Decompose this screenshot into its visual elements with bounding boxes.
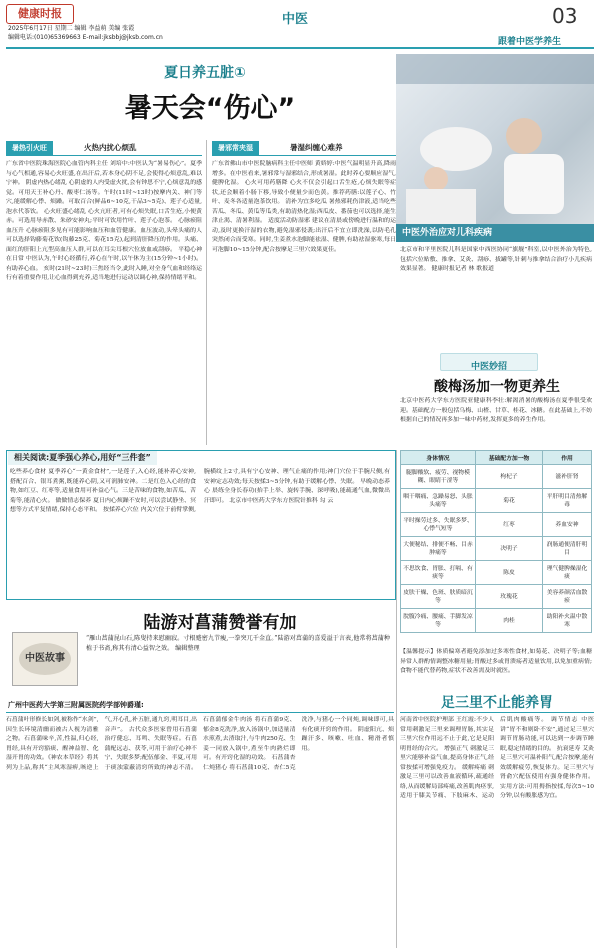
photo-illustration — [396, 54, 594, 224]
table-row — [401, 585, 592, 609]
section-slogan: 跟着中医学养生 — [498, 37, 562, 47]
section-name: 中医 — [282, 12, 309, 27]
table-row — [401, 465, 592, 489]
table-cell: 枸杞子 — [476, 465, 543, 489]
left-subtitle: 火热内扰心烦乱 — [84, 143, 137, 152]
recipe-tip: 【温馨提示】体质偏寒者避免添加过多寒性食材,如菊花、决明子等;血糖异常人群酌情调整冰糖用量;胃酸过多或胃溃疡者适量饮用,以免加重病情;食物不能代替药物,症状不改善需及时就医。 — [400, 649, 592, 674]
table-cell: 养血安神 — [543, 513, 592, 537]
story-intro: “雁山菖蒲昆山石,陈叟持来慰幽寂。寸根蹙密九节瘦,一拳突兀千金直。”陆游对菖蒲的喜爱溢于言表,他常将菖蒲种植于书斋,称其有清心益智之效。 编辑整理 — [86, 635, 390, 652]
table-cell: 平时操劳过多、失眠多梦、心悸气短等 — [401, 513, 476, 537]
recipe-table — [400, 450, 592, 633]
masthead-logo: 健康时报 — [6, 4, 74, 24]
table-header-row — [401, 451, 592, 465]
recipe-tag-label: 中医妙招 — [470, 362, 507, 372]
story-headline: 陆游对菖蒲赞誉有加 — [143, 613, 297, 633]
story-body: 石菖蒲叶形修长如剑,被称作“水剑”,因生长环境清幽而被古人视为清雅之物。石菖蒲味辛,苦,性温,归心经,胃经,具有开窍豁痰、醒神益智、化湿开胃的功效。《神农本草经》将其列为上品,称其“主风寒湿痹,咳逆上气,开心孔,补五脏,通九窍,明耳目,出音声”。 古代众多医家曾用石菖蒲治疗健忘、耳鸣、失眠等症。石菖蒲配远志、茯苓,可用于治疗心神不宁、失眠多梦;配伍郁金、半夏,可用于痰浊蒙蔽清窍所致的神志不清。 石菖蒲郁金牛肉汤 将石菖蒲9克、郁金8克洗净,放入汤锅中,加适量清水煎煮,去渣取汁,与牛肉250克、生姜一同放入锅中,煮至牛肉熟烂即可。有开窍化湿的功效。 石菖蒲杏仁炖猪心 将石菖蒲10克、杏仁5克洗净,与猪心一个同炖,调味即可,具有化痰开窍的作用。 阴虚阳亢、烦躁汗多、咳嗽、吐血、精滑者慎用。 — [6, 717, 394, 771]
table-cell: 平肝明目清热解毒 — [543, 489, 592, 513]
table-header: 基础配方加一物 — [476, 451, 543, 465]
story-rule — [6, 712, 394, 713]
clinic-photo — [396, 54, 594, 224]
page-number: 03 — [552, 4, 578, 28]
table-cell: 助阳补火温中散寒 — [543, 609, 592, 633]
recipe-table-wrap — [400, 450, 592, 633]
table-cell: 滋补肝肾 — [543, 465, 592, 489]
story-badge — [12, 632, 78, 686]
story-badge-label: 中医故事 — [25, 653, 65, 664]
story-author: 广州中医药大学第三附属医院药学部钟爵瑾: — [8, 701, 144, 709]
mid-subtitle: 暑湿纠缠心难养 — [290, 143, 343, 152]
col-divider — [206, 140, 207, 445]
table-cell: 大便秘结、排便不畅、目赤肿痛等 — [401, 537, 476, 561]
mid-article-body: 广东省佛山市中医院脑病科主任中医师 黄娇婷:中医气温明显升高,降雨增多。在中医看来,暑邪常与湿邪结合,形成暑湿。此时养心要顺应湿气,健脾化湿。 心火可用药膳降 心火不仅会引起口舌生疮,心烦失眠等症状,还会顺着小肠下移,导致小便量少而色黄。推荐药膳:以莲子心、竹叶、麦冬各适量泡茶饮用。 清补为宜多吃瓜 暑热邪耗伤津液,适当吃些苦瓜、冬瓜、黄瓜等瓜类,有助清热化湿;西瓜皮、番茄也可以选择,能生津止渴、清暑利湿。 适度活动防湿邪 建议在清晨或傍晚进行温和的运动,及时更换汗湿的衣物,避免湿邪侵袭;出汗后不宜立即洗澡,以防毛孔突然闭合而受寒。同时,生姜煮水泡脚能祛湿、健脾,有助祛湿驱寒,每日可泡脚10~15分钟,配合按摩足三里穴效果更佳。 — [212, 161, 396, 253]
table-cell: 不思饮食、胃胀、打嗝、有痰等 — [401, 561, 476, 585]
table-cell: 肉桂 — [476, 609, 543, 633]
table-cell: 美容养颜活血散瘀 — [543, 585, 592, 609]
table-row — [401, 561, 592, 585]
right-col-divider — [396, 450, 397, 948]
table-cell: 陈皮 — [476, 561, 543, 585]
table-cell: 脘腹冷痛、腰痛、手脚发凉等 — [401, 609, 476, 633]
table-row — [401, 609, 592, 633]
recipe-tag — [440, 353, 538, 371]
table-header: 身体情况 — [401, 451, 476, 465]
acupoint-body: 河南省中医院护理部 王红霞:不少人常用刺激足三里来调理胃肠,其实足三里穴位作用远不止于此,它是足阳明胃经的合穴。 增强正气 刺激足三里穴能够补益气血,提高身体正气,经常按揉可增强免疫力。 缓解疼痛 刺激足三里可以改善血液循环,疏通经络,从而缓解局部疼痛,改善肌肉痉挛,适用于膝关节痛、下肢麻木、运动后肌肉酸痛等。 调节情志 中医讲“胃不和则卧不安”,通过足三里穴调节胃肠功能,可以达到一步调节睡眠,稳定情绪的目的。 抗衰延寿 艾灸足三里穴可温补阳气,配合按摩,能有效缓解疲劳,恢复体力。足三里穴与肾俞穴配伍使用有强身健体作用。 实用方法:可用拇指按揉,每次5~10分钟,以有酸胀感为宜。 — [400, 717, 594, 799]
recipe-intro: 北京中医药大学东方医院亚健康科李壮:解渴消暑的酸梅汤在夏季很受欢迎。基础配方一般包括乌梅、山楂、甘草、桂花、冰糖。在此基础上,不妨根据自己的情况再多加一味中药材,发挥更多的养生作用。 — [400, 398, 592, 423]
table-header: 作用 — [543, 451, 592, 465]
recipe-title: 酸梅汤加一物更养生 — [434, 379, 560, 395]
left-article-body: 广东省中医院珠海医院心血管内科主任 刘培中:中医认为“暑易伤心”。夏季与心气相通,容易心火旺盛,在出汗后,若本身心阴不足,会使得心烦意乱,难以宁神。 阴虚内热心绪乱 心阴虚的人内受虚火扰,会有钟思不宁,心烦意乱的感觉。可用天王补心丹、酸枣仁汤等。午时(11时~13时)按摩内关、神门等穴,能缓解心悸、烦躁。可取百合(鲜品6~10克,干品3~5克)、莲子心适量,泡水代茶饮。 心火旺盛心绪乱 心火亢旺者,可有心烦失眠,口舌生疮,小便黄赤。可选用导赤散、朱砂安神丸;平时可饮用竹叶、莲子心泡茶。 心脉瘀阻血压升 心脉瘀阻多见有可能影响血压和血管健康。血压波动,头晕头痛的人可以选择钩藤菊花饮(钩藤25克、菊花15克),起到清肝降压的作用。头痛、面红的肝阳上亢型高血压人群,可以在耳尖耳根穴位放血或刮痧。 平稳心神在日常 中医认为,午时心经循行,养心在午时,以午休为主(15分钟~1小时)。 有助养心血。 亥时(21时~23时)三焦经当令,此时入睡,对全身气血和经络运行有着重要作用,让心血得到充养,适当地进行运动以调心神,保持情绪平和。 — [6, 161, 202, 281]
table-cell: 菊花 — [476, 489, 543, 513]
photo-banner: 中医外治应对儿科疾病 — [396, 224, 594, 242]
header-contact: 编辑电话:(010)65369663 E-mail:jksbbj@jksb.com.cn — [8, 34, 163, 41]
mid-tagbar — [212, 141, 396, 156]
headline: 暑天会“伤心” — [124, 93, 296, 124]
table-cell: 皮肤干燥、色斑、肤质暗沉等 — [401, 585, 476, 609]
mid-tag: 暑邪常夹湿 — [212, 141, 259, 155]
table-row — [401, 537, 592, 561]
table-cell: 玫瑰花 — [476, 585, 543, 609]
table-cell: 咽干咽痛、急躁易怒、头胀头痛等 — [401, 489, 476, 513]
acupoint-title: 足三里不止能养胃 — [441, 695, 553, 711]
table-cell: 决明子 — [476, 537, 543, 561]
table-row — [401, 489, 592, 513]
header-rule — [6, 47, 594, 49]
left-tagbar — [6, 141, 202, 156]
table-cell: 红枣 — [476, 513, 543, 537]
acupoint-rule — [400, 712, 594, 713]
left-tag: 暑热引火旺 — [6, 141, 53, 155]
related-label: 相关阅读:夏季强心养心,用好“三件套” — [8, 451, 157, 465]
table-cell: 理气健脾燥湿化痰 — [543, 561, 592, 585]
table-cell: 润肠通便清肝明目 — [543, 537, 592, 561]
series-title: 夏日养五脏① — [164, 65, 246, 81]
table-cell: 腿脚酸软、疲劳、视物模糊、眼睛干涩等 — [401, 465, 476, 489]
header-date-editors: 2025年6月17日 星期二 编辑 李益萌 美编 张霞 — [8, 25, 135, 32]
related-body: 吃些养心食材 夏季养心“一黄金食材”,一是莲子,入心经,能补养心安神,搭配百合、银耳煮粥,既能养心阴,又可润肺安神。二是红色入心经的食物,如红豆、红枣等,适量食用可补益心气。三是苦味的食物,如苦瓜、苦菊等,能清心火。 做做情志保养 夏日内心烦躁不安时,可以尝试静坐、冥想等方式平复情绪,保持心态平和。 按揉养心穴位 内关穴位于前臂掌侧,腕横纹上2寸,具有宁心安神、理气止痛的作用;神门穴位于手腕尺侧,有安神定志功效;每天按揉3~5分钟,有助于缓解心悸、失眠。 早晚动态养心 晨练全身长春功(抬手上举、旋转手腕、深呼吸),能疏通气血,微微出汗即可。 北京市中医药大学东方医院针推科 勾 云 — [10, 469, 390, 513]
photo-caption: 北京市和平里医院儿科是国家中西医协同“旗舰”科室,以中医外治为特色,包括穴位贴敷、推拿、艾灸、刮痧、拔罐等,针刺与推拿结合治疗小儿疾病效果显著。 健康时报记者 林 歌报道 — [400, 247, 592, 272]
table-row — [401, 513, 592, 537]
